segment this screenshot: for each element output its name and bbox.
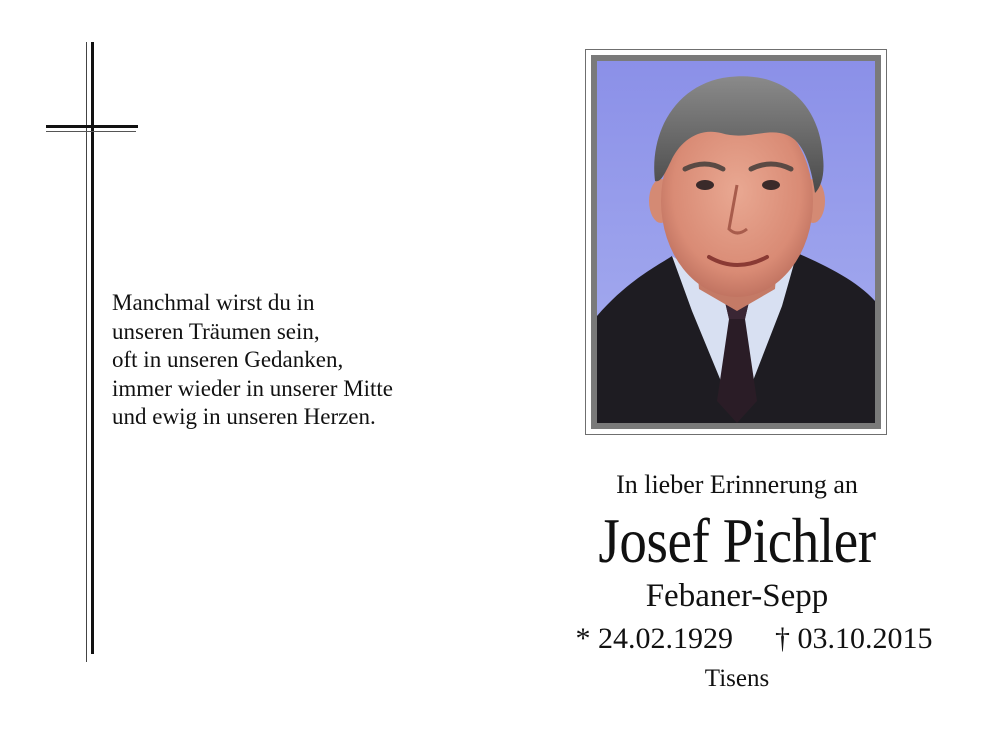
poem-line: und ewig in unseren Herzen. xyxy=(112,404,376,429)
cross-horizontal-thin xyxy=(46,131,136,132)
portrait-photo xyxy=(597,61,875,423)
photo-frame xyxy=(585,49,887,435)
cross-vertical-bar xyxy=(91,42,94,654)
nickname: Febaner-Sepp xyxy=(645,578,829,614)
life-dates xyxy=(554,620,954,658)
cross-vertical-thin xyxy=(86,42,87,662)
intro-line: In lieber Erinnerung an xyxy=(616,470,858,499)
place: Tisens xyxy=(704,665,770,692)
poem-line: Manchmal wirst du in xyxy=(112,290,315,315)
death-date: † 03.10.2015 xyxy=(775,622,933,655)
memorial-text xyxy=(520,468,954,694)
cross-horizontal-bar xyxy=(46,125,138,128)
deceased-name: Josef Pichler xyxy=(598,505,876,576)
poem xyxy=(112,289,492,432)
poem-line: immer wieder in unserer Mitte xyxy=(112,375,394,401)
poem-line: oft in unseren Gedanken, xyxy=(112,347,344,372)
birth-date: * 24.02.1929 xyxy=(575,622,733,655)
poem-line: unseren Träumen sein, xyxy=(112,318,320,344)
